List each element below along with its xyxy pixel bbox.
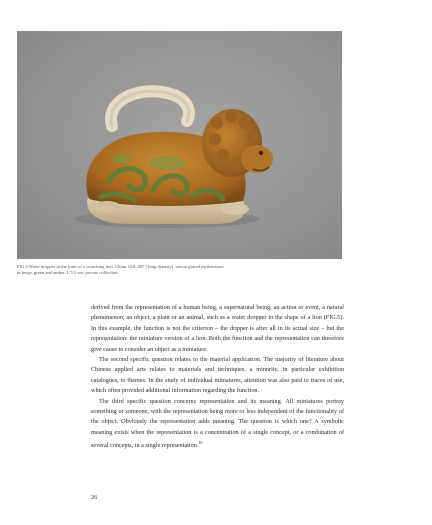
caption-line: in beige, green and amber, L 5.5 cm; private collection. <box>17 270 119 276</box>
paragraph-text: The third specific question concerns representation and its meaning. All miniatures portray something or someone, with the representation being more or less independent of the functionality of the object. Obviously the representation adds meaning. The question is which one? A symbolic meaning exists when the representation is a concentration of a single concept, or a combination of several concepts, in a single representation. <box>91 397 344 450</box>
footnote-reference[interactable]: 10 <box>198 440 203 446</box>
figure-photo <box>17 31 342 259</box>
body-text <box>91 303 344 452</box>
lion-water-dropper-image <box>17 31 342 259</box>
paragraph: The second specific question relates to the material application. The majority of literature about Chinese applied arts relates to materials and techniques, a minority, in particular exhibition catalogues, to themes. In the study of individual miniatures, attention was also paid to traces of use, which often provided additional information regarding the function. <box>91 356 344 395</box>
paragraph <box>91 397 344 452</box>
page-number: 26 <box>91 494 98 501</box>
paragraph: derived from the representation of a human being, a supernatural being, an action or event, a natural phenomenon, an object, a plant or an animal, such as a water dropper in the shape of a lion (FIG.5). In this example, the function is not the criterion – the dripper is after all in its actual size – but the representation: the miniature version of a lion. Both the function and the representation can therefore give cause to consider an object as a miniature. <box>91 304 344 353</box>
caption-line: FIG.5 Water dropper in the form of a crouching lion, China, 618–907 (Tang dynasty), sancai glazed earthenware <box>17 264 224 269</box>
figure-caption <box>17 264 347 277</box>
